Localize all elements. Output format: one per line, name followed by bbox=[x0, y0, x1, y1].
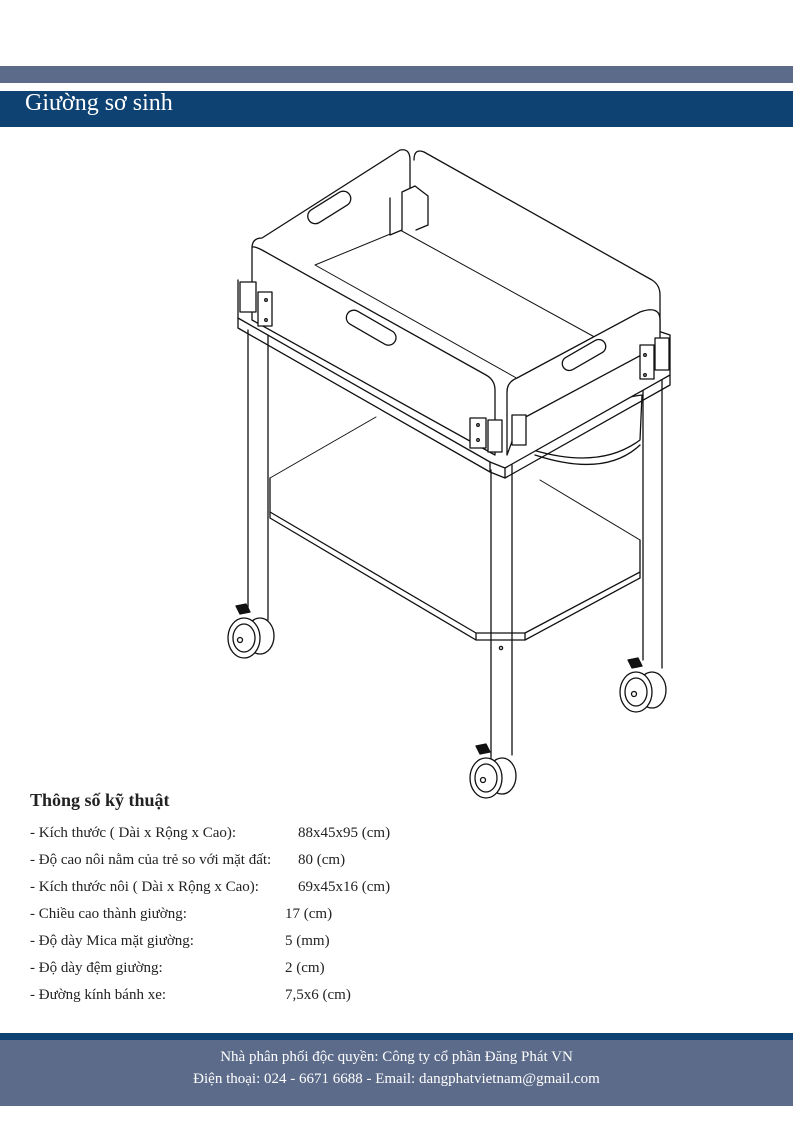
spec-value: 69x45x16 (cm) bbox=[298, 879, 391, 895]
spec-value: 5 (mm) bbox=[285, 933, 330, 949]
spec-label: - Đường kính bánh xe: bbox=[30, 987, 167, 1003]
spec-row bbox=[30, 955, 530, 982]
header-title-bar bbox=[0, 91, 793, 127]
specs-heading: Thông số kỹ thuật bbox=[30, 790, 170, 810]
spec-label: - Kích thước nôi ( Dài x Rộng x Cao): bbox=[30, 879, 259, 895]
spec-row bbox=[30, 820, 530, 847]
caster-back-right bbox=[620, 658, 666, 712]
spec-row bbox=[30, 874, 530, 901]
footer-contact: Điện thoại: 024 - 6671 6688 - Email: dangphatvietnam@gmail.com bbox=[193, 1071, 600, 1087]
spec-label: - Độ dày đệm giường: bbox=[30, 960, 163, 976]
spec-row bbox=[30, 928, 530, 955]
spec-label: - Độ dày Mica mặt giường: bbox=[30, 933, 194, 949]
bassinet-cart-illustration bbox=[210, 140, 690, 805]
spec-label: - Độ cao nôi nằm của trẻ so với mặt đất: bbox=[30, 852, 272, 868]
page-title: Giường sơ sinh bbox=[25, 90, 173, 116]
spec-row bbox=[30, 901, 530, 928]
spec-row bbox=[30, 847, 530, 874]
bassinet-cart-icon bbox=[210, 140, 690, 805]
spec-row bbox=[30, 982, 530, 1009]
spec-value: 2 (cm) bbox=[285, 960, 325, 976]
spec-label: - Kích thước ( Dài x Rộng x Cao): bbox=[30, 825, 237, 841]
technical-specs bbox=[30, 788, 530, 1009]
spec-label: - Chiều cao thành giường: bbox=[30, 906, 187, 922]
caster-back-left bbox=[228, 604, 274, 658]
spec-value: 7,5x6 (cm) bbox=[285, 987, 351, 1003]
spec-value: 17 (cm) bbox=[285, 906, 333, 922]
spec-value: 80 (cm) bbox=[298, 852, 346, 868]
footer-divider bbox=[0, 1033, 793, 1040]
spec-value: 88x45x95 (cm) bbox=[298, 825, 391, 841]
footer bbox=[0, 1040, 793, 1106]
header-top-bar bbox=[0, 66, 793, 83]
footer-distributor: Nhà phân phối độc quyền: Công ty cổ phần Đăng Phát VN bbox=[220, 1049, 573, 1065]
